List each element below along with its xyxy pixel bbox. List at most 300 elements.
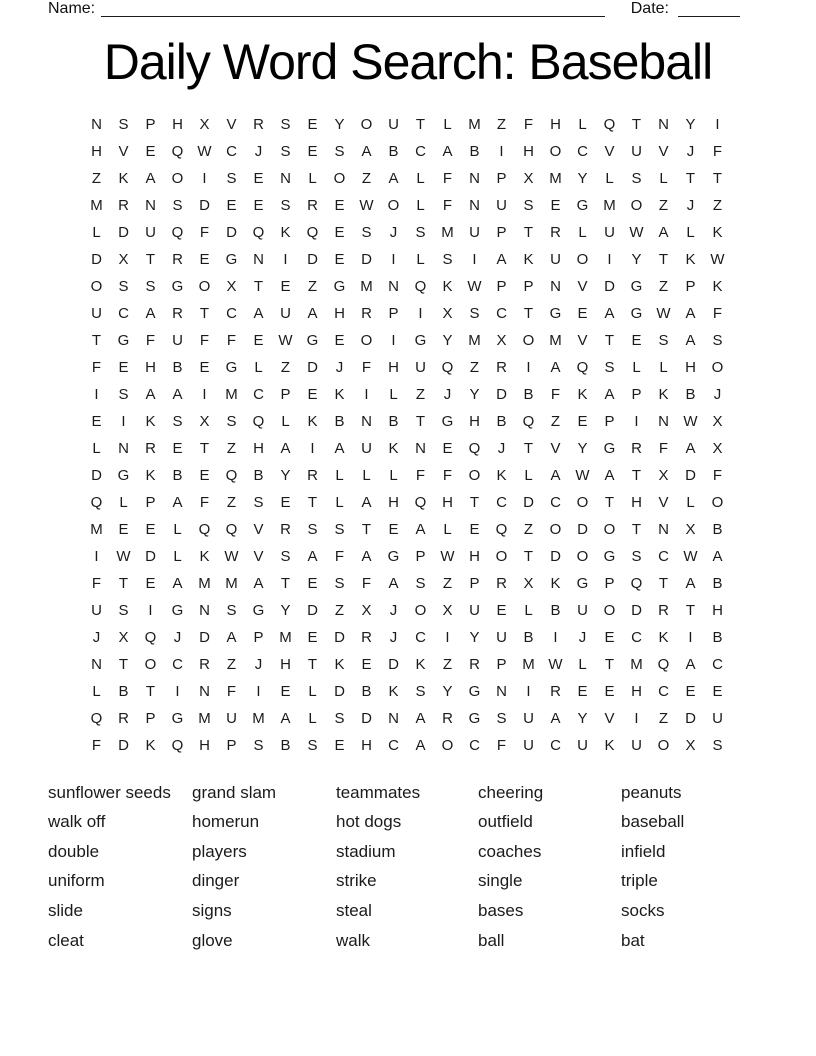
grid-letter-r6c6: G: [225, 251, 238, 268]
grid-letter-r22c9: L: [308, 683, 317, 700]
grid-letter-r21c1: N: [91, 656, 102, 673]
grid-letter-r12c14: G: [441, 413, 454, 430]
grid-letter-r6c4: R: [172, 251, 183, 268]
grid-letter-r16c10: S: [334, 521, 345, 538]
word-item: baseball: [621, 812, 685, 832]
grid-letter-r17c19: O: [576, 548, 589, 565]
grid-letter-r21c16: P: [496, 656, 507, 673]
grid-letter-r20c17: B: [523, 629, 534, 646]
grid-letter-r22c1: L: [92, 683, 101, 700]
grid-letter-r4c14: F: [442, 197, 453, 214]
grid-letter-r13c4: E: [172, 440, 183, 457]
grid-letter-r6c16: A: [496, 251, 507, 268]
grid-letter-r20c9: E: [307, 629, 318, 646]
grid-letter-r19c22: R: [658, 602, 669, 619]
grid-letter-r23c7: M: [252, 710, 265, 727]
grid-letter-r6c21: Y: [631, 251, 642, 268]
grid-letter-r21c12: D: [388, 656, 399, 673]
grid-letter-r21c3: O: [144, 656, 157, 673]
grid-letter-r22c15: G: [468, 683, 481, 700]
grid-letter-r14c4: B: [172, 467, 183, 484]
grid-letter-r4c20: M: [603, 197, 616, 214]
grid-letter-r11c5: I: [202, 386, 207, 403]
grid-letter-r22c11: B: [361, 683, 372, 700]
grid-letter-r3c13: L: [416, 170, 425, 187]
grid-letter-r21c23: A: [685, 656, 696, 673]
grid-letter-r13c21: R: [631, 440, 642, 457]
grid-letter-r4c12: O: [387, 197, 400, 214]
word-item: bat: [621, 930, 645, 950]
grid-letter-r12c9: K: [307, 413, 318, 430]
grid-letter-r16c1: M: [90, 521, 103, 538]
grid-letter-r6c24: W: [710, 251, 725, 268]
grid-letter-r4c13: L: [416, 197, 425, 214]
grid-letter-r12c6: S: [226, 413, 237, 430]
grid-letter-r3c19: Y: [577, 170, 588, 187]
grid-letter-r15c4: A: [172, 494, 183, 511]
grid-letter-r14c17: L: [524, 467, 533, 484]
grid-letter-r7c15: W: [467, 278, 482, 295]
grid-letter-r19c19: U: [577, 602, 588, 619]
grid-letter-r5c1: L: [92, 224, 101, 241]
grid-letter-r1c8: S: [280, 116, 291, 133]
grid-letter-r14c24: F: [712, 467, 723, 484]
grid-letter-r8c7: A: [253, 305, 264, 322]
grid-letter-r2c2: V: [118, 143, 129, 160]
grid-letter-r7c10: G: [333, 278, 346, 295]
word-item: sunflower seeds: [48, 782, 171, 802]
grid-letter-r16c22: N: [658, 521, 669, 538]
grid-letter-r10c11: F: [361, 359, 372, 376]
grid-letter-r23c16: S: [496, 710, 507, 727]
grid-letter-r18c11: F: [361, 575, 372, 592]
grid-letter-r20c14: I: [445, 629, 450, 646]
grid-letter-r6c11: D: [361, 251, 372, 268]
grid-letter-r2c3: E: [145, 143, 156, 160]
grid-letter-r16c20: O: [603, 521, 616, 538]
grid-letter-r12c4: S: [172, 413, 183, 430]
grid-letter-r2c18: O: [549, 143, 562, 160]
grid-letter-r23c9: L: [308, 710, 317, 727]
word-item: slide: [48, 900, 83, 920]
grid-letter-r13c18: V: [550, 440, 561, 457]
grid-letter-r7c5: O: [198, 278, 211, 295]
grid-letter-r2c7: J: [254, 143, 263, 160]
grid-letter-r8c14: X: [442, 305, 453, 322]
grid-letter-r23c22: Z: [658, 710, 669, 727]
grid-letter-r3c11: Z: [361, 170, 372, 187]
grid-letter-r8c2: C: [118, 305, 129, 322]
grid-letter-r8c15: S: [469, 305, 480, 322]
grid-letter-r5c10: E: [334, 224, 345, 241]
grid-letter-r21c18: W: [548, 656, 563, 673]
word-item: players: [192, 841, 247, 861]
grid-letter-r21c11: E: [361, 656, 372, 673]
grid-letter-r18c15: P: [469, 575, 480, 592]
grid-letter-r20c2: X: [118, 629, 129, 646]
grid-letter-r10c19: Q: [576, 359, 589, 376]
word-column-3: [336, 778, 478, 955]
grid-letter-r17c23: W: [683, 548, 698, 565]
grid-letter-r3c24: T: [712, 170, 723, 187]
grid-letter-r11c20: A: [604, 386, 615, 403]
grid-letter-r15c19: O: [576, 494, 589, 511]
grid-letter-r13c6: Z: [226, 440, 237, 457]
grid-letter-r9c21: E: [631, 332, 642, 349]
grid-letter-r14c14: F: [442, 467, 453, 484]
grid-letter-r10c13: U: [415, 359, 426, 376]
grid-letter-r22c22: C: [658, 683, 669, 700]
grid-letter-r10c15: Z: [469, 359, 480, 376]
grid-letter-r22c24: E: [712, 683, 723, 700]
word-item: glove: [192, 930, 233, 950]
grid-letter-r1c13: T: [415, 116, 426, 133]
grid-letter-r20c15: Y: [469, 629, 480, 646]
grid-letter-r19c8: Y: [280, 602, 291, 619]
grid-letter-r7c13: Q: [414, 278, 427, 295]
grid-letter-r18c14: Z: [442, 575, 453, 592]
grid-letter-r8c24: F: [712, 305, 723, 322]
grid-letter-r7c6: X: [226, 278, 237, 295]
grid-letter-r6c3: T: [145, 251, 156, 268]
grid-letter-r21c9: T: [307, 656, 318, 673]
grid-letter-r5c7: Q: [252, 224, 265, 241]
grid-letter-r1c1: N: [91, 116, 102, 133]
grid-letter-r23c21: I: [634, 710, 639, 727]
grid-letter-r13c15: Q: [468, 440, 481, 457]
grid-letter-r10c1: F: [91, 359, 102, 376]
grid-letter-r24c19: U: [577, 737, 588, 754]
grid-letter-r9c15: M: [468, 332, 481, 349]
grid-letter-r5c6: D: [226, 224, 237, 241]
grid-letter-r24c18: C: [550, 737, 561, 754]
grid-letter-r22c12: K: [388, 683, 399, 700]
grid-letter-r14c6: Q: [225, 467, 238, 484]
grid-letter-r11c21: P: [631, 386, 642, 403]
grid-letter-r23c20: V: [604, 710, 615, 727]
grid-letter-r19c21: D: [631, 602, 642, 619]
grid-letter-r24c17: U: [523, 737, 534, 754]
grid-letter-r1c14: L: [443, 116, 452, 133]
grid-letter-r19c5: N: [199, 602, 210, 619]
grid-letter-r5c23: L: [686, 224, 695, 241]
grid-letter-r9c23: A: [685, 332, 696, 349]
grid-letter-r19c6: S: [226, 602, 237, 619]
grid-letter-r2c15: B: [469, 143, 480, 160]
grid-letter-r6c9: D: [307, 251, 318, 268]
grid-letter-r10c16: R: [496, 359, 507, 376]
grid-letter-r15c24: O: [711, 494, 724, 511]
grid-letter-r10c20: S: [604, 359, 615, 376]
grid-letter-r9c17: O: [522, 332, 535, 349]
grid-letter-r7c22: Z: [658, 278, 669, 295]
grid-letter-r16c3: E: [145, 521, 156, 538]
grid-letter-r3c18: M: [549, 170, 562, 187]
grid-letter-r20c8: M: [279, 629, 292, 646]
word-item: single: [478, 871, 523, 891]
word-item: peanuts: [621, 782, 682, 802]
grid-letter-r21c20: T: [604, 656, 615, 673]
grid-letter-r23c3: P: [145, 710, 156, 727]
grid-letter-r18c19: G: [576, 575, 589, 592]
grid-letter-r3c10: O: [333, 170, 346, 187]
grid-letter-r20c5: D: [199, 629, 210, 646]
word-item: grand slam: [192, 782, 277, 802]
grid-letter-r11c2: S: [118, 386, 129, 403]
grid-letter-r8c21: G: [630, 305, 643, 322]
letter-grid: [83, 111, 731, 759]
grid-letter-r24c24: S: [712, 737, 723, 754]
grid-letter-r7c4: G: [171, 278, 184, 295]
grid-letter-r10c9: D: [307, 359, 318, 376]
grid-letter-r22c4: I: [175, 683, 180, 700]
grid-letter-r2c22: V: [658, 143, 669, 160]
grid-letter-r6c12: I: [391, 251, 396, 268]
puzzle-title: Daily Word Search: Baseball: [103, 34, 713, 90]
grid-letter-r11c14: J: [443, 386, 452, 403]
grid-letter-r16c19: D: [577, 521, 588, 538]
grid-letter-r11c6: M: [225, 386, 238, 403]
grid-letter-r22c21: H: [631, 683, 642, 700]
grid-letter-r13c13: N: [415, 440, 426, 457]
grid-letter-r6c20: I: [607, 251, 612, 268]
grid-letter-r15c16: C: [496, 494, 507, 511]
grid-letter-r7c18: N: [550, 278, 561, 295]
grid-letter-r19c24: H: [712, 602, 723, 619]
grid-letter-r14c23: D: [685, 467, 696, 484]
grid-letter-r1c12: U: [388, 116, 399, 133]
grid-letter-r21c21: M: [630, 656, 643, 673]
grid-letter-r4c11: W: [359, 197, 374, 214]
grid-letter-r21c14: Z: [442, 656, 453, 673]
grid-letter-r8c5: T: [199, 305, 210, 322]
grid-letter-r5c12: J: [389, 224, 398, 241]
grid-letter-r11c9: E: [307, 386, 318, 403]
grid-letter-r15c18: C: [550, 494, 561, 511]
grid-letter-r23c19: Y: [577, 710, 588, 727]
grid-letter-r13c16: J: [497, 440, 506, 457]
grid-letter-r1c20: Q: [603, 116, 616, 133]
grid-letter-r10c18: A: [550, 359, 561, 376]
grid-letter-r11c4: A: [172, 386, 183, 403]
grid-letter-r18c10: S: [334, 575, 345, 592]
grid-letter-r6c23: K: [685, 251, 696, 268]
grid-letter-r17c10: F: [334, 548, 345, 565]
grid-letter-r19c4: G: [171, 602, 184, 619]
grid-letter-r4c3: N: [145, 197, 156, 214]
grid-letter-r14c15: O: [468, 467, 481, 484]
grid-letter-r9c11: O: [360, 332, 373, 349]
grid-letter-r10c8: Z: [280, 359, 291, 376]
grid-letter-r2c14: A: [442, 143, 453, 160]
grid-letter-r16c5: Q: [198, 521, 211, 538]
grid-letter-r1c19: L: [578, 116, 587, 133]
grid-letter-r6c19: O: [576, 251, 589, 268]
grid-letter-r19c15: U: [469, 602, 480, 619]
grid-letter-r10c24: O: [711, 359, 724, 376]
grid-letter-r10c21: L: [632, 359, 641, 376]
grid-letter-r22c18: R: [550, 683, 561, 700]
grid-letter-r17c11: A: [361, 548, 372, 565]
grid-letter-r10c23: H: [685, 359, 696, 376]
grid-letter-r15c21: H: [631, 494, 642, 511]
grid-letter-r11c24: J: [713, 386, 722, 403]
grid-letter-r24c1: F: [91, 737, 102, 754]
grid-letter-r15c13: Q: [414, 494, 427, 511]
grid-letter-r18c2: T: [118, 575, 129, 592]
grid-letter-r1c2: S: [118, 116, 129, 133]
grid-letter-r8c16: C: [496, 305, 507, 322]
grid-letter-r9c16: X: [496, 332, 507, 349]
grid-letter-r17c9: A: [307, 548, 318, 565]
grid-letter-r11c13: Z: [415, 386, 426, 403]
word-column-5: [621, 778, 761, 955]
grid-letter-r14c12: L: [389, 467, 398, 484]
grid-letter-r18c7: A: [253, 575, 264, 592]
grid-letter-r15c10: L: [335, 494, 344, 511]
grid-letter-r3c1: Z: [91, 170, 102, 187]
grid-letter-r20c23: I: [688, 629, 693, 646]
grid-letter-r15c12: H: [388, 494, 399, 511]
grid-letter-r23c12: N: [388, 710, 399, 727]
grid-letter-r24c10: E: [334, 737, 345, 754]
grid-letter-r20c22: K: [658, 629, 669, 646]
word-item: outfield: [478, 812, 533, 832]
grid-letter-r4c16: U: [496, 197, 507, 214]
grid-letter-r24c21: U: [631, 737, 642, 754]
grid-letter-r11c7: C: [253, 386, 264, 403]
grid-letter-r20c7: P: [253, 629, 264, 646]
grid-letter-r5c8: K: [280, 224, 291, 241]
grid-letter-r24c11: H: [361, 737, 372, 754]
grid-letter-r21c7: J: [254, 656, 263, 673]
grid-letter-r6c17: K: [523, 251, 534, 268]
grid-letter-r5c24: K: [712, 224, 723, 241]
grid-letter-r9c6: F: [226, 332, 237, 349]
grid-letter-r12c21: I: [634, 413, 639, 430]
grid-letter-r24c2: D: [118, 737, 129, 754]
grid-letter-r9c5: F: [199, 332, 210, 349]
grid-letter-r19c14: X: [442, 602, 453, 619]
grid-letter-r3c6: S: [226, 170, 237, 187]
grid-letter-r21c19: L: [578, 656, 587, 673]
grid-letter-r11c15: Y: [469, 386, 480, 403]
grid-letter-r5c21: W: [629, 224, 644, 241]
grid-letter-r21c6: Z: [226, 656, 237, 673]
grid-letter-r23c14: R: [442, 710, 453, 727]
grid-letter-r6c14: S: [442, 251, 453, 268]
grid-letter-r18c3: E: [145, 575, 156, 592]
grid-letter-r14c19: W: [575, 467, 590, 484]
grid-letter-r20c13: C: [415, 629, 426, 646]
grid-letter-r5c15: U: [469, 224, 480, 241]
grid-letter-r17c5: K: [199, 548, 210, 565]
grid-letter-r15c6: Z: [226, 494, 237, 511]
grid-letter-r2c12: B: [388, 143, 399, 160]
grid-letter-r7c14: K: [442, 278, 453, 295]
grid-letter-r8c19: E: [577, 305, 588, 322]
word-item: dinger: [192, 871, 240, 891]
grid-letter-r8c23: A: [685, 305, 696, 322]
grid-letter-r2c8: S: [280, 143, 291, 160]
grid-letter-r1c17: F: [523, 116, 534, 133]
grid-letter-r3c8: N: [280, 170, 291, 187]
grid-letter-r23c23: D: [685, 710, 696, 727]
grid-letter-r7c23: P: [685, 278, 696, 295]
grid-letter-r12c23: W: [683, 413, 698, 430]
grid-letter-r15c7: S: [253, 494, 264, 511]
grid-letter-r9c18: M: [549, 332, 562, 349]
grid-letter-r8c22: W: [656, 305, 671, 322]
grid-letter-r13c2: N: [118, 440, 129, 457]
grid-letter-r4c10: E: [334, 197, 345, 214]
grid-letter-r16c15: E: [469, 521, 480, 538]
grid-letter-r1c10: Y: [334, 116, 345, 133]
grid-letter-r19c9: D: [307, 602, 318, 619]
grid-letter-r13c5: T: [199, 440, 210, 457]
grid-letter-r16c14: L: [443, 521, 452, 538]
grid-letter-r23c11: D: [361, 710, 372, 727]
grid-letter-r9c9: G: [306, 332, 319, 349]
word-list: [48, 778, 761, 955]
grid-letter-r9c13: G: [414, 332, 427, 349]
grid-letter-r18c22: T: [658, 575, 669, 592]
grid-letter-r7c3: S: [145, 278, 156, 295]
grid-letter-r15c3: P: [145, 494, 156, 511]
grid-letter-r24c5: H: [199, 737, 210, 754]
grid-letter-r14c3: K: [145, 467, 156, 484]
grid-letter-r12c11: N: [361, 413, 372, 430]
word-column-4: [478, 778, 621, 955]
grid-letter-r1c5: X: [199, 116, 210, 133]
grid-letter-r24c4: Q: [171, 737, 184, 754]
grid-letter-r19c10: Z: [334, 602, 345, 619]
grid-letter-r16c13: A: [415, 521, 426, 538]
grid-letter-r18c8: T: [280, 575, 291, 592]
grid-letter-r17c14: W: [440, 548, 455, 565]
grid-letter-r2c11: A: [361, 143, 372, 160]
word-item: walk off: [48, 812, 106, 832]
grid-letter-r23c8: A: [280, 710, 291, 727]
word-item: homerun: [192, 812, 260, 832]
grid-letter-r2c19: C: [577, 143, 588, 160]
grid-letter-r14c20: A: [604, 467, 615, 484]
grid-letter-r4c7: E: [253, 197, 264, 214]
grid-letter-r20c24: B: [712, 629, 723, 646]
grid-letter-r5c14: M: [441, 224, 454, 241]
grid-letter-r15c23: L: [686, 494, 695, 511]
grid-letter-r10c12: H: [388, 359, 399, 376]
grid-letter-r9c14: Y: [442, 332, 453, 349]
grid-letter-r11c19: K: [577, 386, 588, 403]
grid-letter-r22c13: S: [415, 683, 426, 700]
grid-letter-r7c11: M: [360, 278, 373, 295]
grid-letter-r24c16: F: [496, 737, 507, 754]
grid-letter-r18c13: S: [415, 575, 426, 592]
grid-letter-r24c12: C: [388, 737, 399, 754]
word-item: strike: [336, 871, 377, 891]
grid-letter-r13c24: X: [712, 440, 723, 457]
grid-letter-r3c3: A: [145, 170, 156, 187]
grid-letter-r4c17: S: [523, 197, 534, 214]
grid-letter-r10c7: L: [254, 359, 263, 376]
grid-letter-r1c4: H: [172, 116, 183, 133]
grid-letter-r7c21: G: [630, 278, 643, 295]
grid-letter-r22c16: N: [496, 683, 507, 700]
grid-letter-r4c15: N: [469, 197, 480, 214]
word-item: triple: [621, 871, 658, 891]
grid-letter-r15c11: A: [361, 494, 372, 511]
